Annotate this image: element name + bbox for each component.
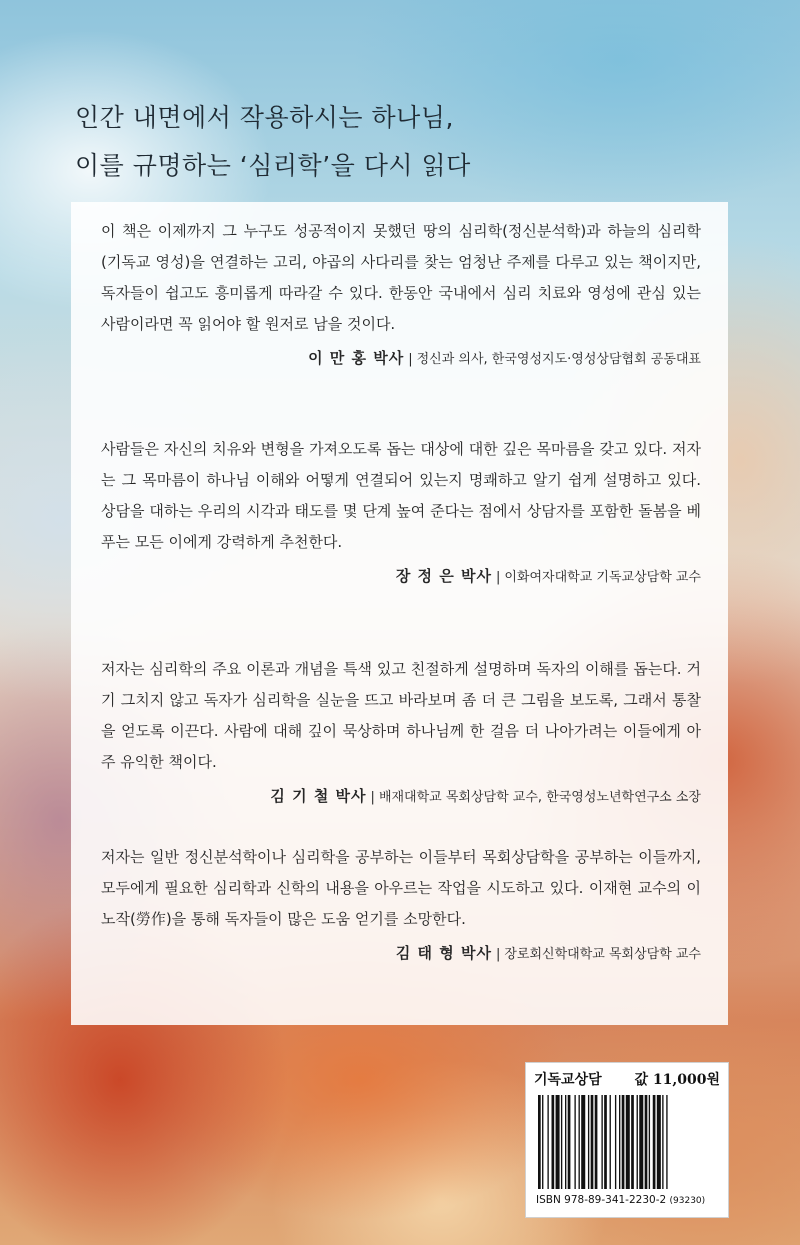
reviewer-name: 이 만 홍 박사 bbox=[308, 349, 405, 367]
barcode-bar bbox=[631, 1095, 634, 1189]
review-4 bbox=[101, 842, 701, 967]
category-label: 기독교상담 bbox=[534, 1072, 602, 1088]
review-2 bbox=[101, 434, 701, 590]
headline bbox=[75, 94, 735, 190]
isbn-addon: (93230) bbox=[669, 1196, 706, 1206]
review-1 bbox=[101, 216, 701, 372]
barcode-bar bbox=[604, 1095, 607, 1189]
barcode-bar bbox=[588, 1095, 589, 1189]
reviewer-affiliation: 배재대학교 목회상담학 교수, 한국영성노년학연구소 소장 bbox=[378, 790, 701, 805]
reviewer-affiliation: 장로회신학대학교 목회상담학 교수 bbox=[504, 947, 701, 962]
barcode-bar bbox=[591, 1095, 594, 1189]
isbn-line bbox=[536, 1194, 722, 1206]
barcode-label bbox=[525, 1062, 729, 1218]
barcode-bar bbox=[561, 1095, 562, 1189]
reviewer-name: 장 정 은 박사 bbox=[395, 567, 492, 585]
barcode-bar bbox=[556, 1095, 560, 1189]
barcode-bar bbox=[574, 1095, 575, 1189]
barcode-bar bbox=[615, 1095, 616, 1189]
barcode-bar bbox=[579, 1095, 580, 1189]
barcode-bars bbox=[536, 1095, 716, 1189]
headline-line-2: 이를 규명하는 ‘심리학’을 다시 읽다 bbox=[75, 151, 471, 180]
barcode-bar bbox=[666, 1095, 667, 1189]
barcode-bar bbox=[565, 1095, 566, 1189]
barcode-bar bbox=[626, 1095, 630, 1189]
barcode-bar bbox=[538, 1095, 541, 1189]
review-credit: 김 기 철 박사 | 배재대학교 목회상담학 교수, 한국영성노년학연구소 소장 bbox=[270, 787, 701, 805]
barcode-header bbox=[534, 1069, 720, 1089]
barcode-bar bbox=[595, 1095, 598, 1189]
review-text: 사람들은 자신의 치유와 변형을 가져오도록 돕는 대상에 대한 깊은 목마름을 갖고 있다. 저자는 그 목마름이 하나님 이해와 어떻게 연결되어 있는지 명쾌하고 알기 쉽게 설명하고 있다. 상담을 대하는 우리의 시각과 태도를 몇 단계 높여 준다는 점에서 상담자를 포함한 돌봄을 베푸는 모든 이에게 강력하게 추천한다. bbox=[101, 440, 701, 551]
barcode-bar bbox=[645, 1095, 648, 1189]
isbn-number: ISBN 978-89-341-2230-2 bbox=[536, 1194, 667, 1206]
barcode-bar bbox=[622, 1095, 625, 1189]
review-text: 저자는 심리학의 주요 이론과 개념을 특색 있고 친절하게 설명하며 독자의 이해를 돕는다. 거기 그치지 않고 독자가 심리학을 실눈을 뜨고 바라보며 좀 더 큰 그림을 보도록, 그래서 통찰을 얻도록 이끈다. 사람에 대해 깊이 묵상하며 하나님께 한 걸음 더 나아가려는 이들에게 아주 유익한 책이다. bbox=[101, 660, 701, 771]
reviewer-name: 김 태 형 박사 bbox=[395, 944, 492, 962]
review-3 bbox=[101, 654, 701, 810]
reviewer-affiliation: 이화여자대학교 기독교상담학 교수 bbox=[504, 570, 701, 585]
barcode-bar bbox=[639, 1095, 643, 1189]
endorsement-panel bbox=[71, 202, 728, 1025]
barcode-bar bbox=[662, 1095, 663, 1189]
barcode-bar bbox=[637, 1095, 638, 1189]
barcode-bar bbox=[649, 1095, 650, 1189]
barcode-bar bbox=[568, 1095, 571, 1189]
reviewer-name: 김 기 철 박사 bbox=[270, 787, 367, 805]
barcode-bar bbox=[547, 1095, 548, 1189]
reviewer-affiliation: 정신과 의사, 한국영성지도·영성상담협회 공동대표 bbox=[416, 352, 701, 367]
barcode-bar bbox=[657, 1095, 661, 1189]
barcode-bar bbox=[581, 1095, 585, 1189]
review-credit: 장 정 은 박사 | 이화여자대학교 기독교상담학 교수 bbox=[395, 567, 701, 585]
barcode-bar bbox=[552, 1095, 555, 1189]
review-credit: 김 태 형 박사 | 장로회신학대학교 목회상담학 교수 bbox=[395, 944, 701, 962]
barcode-bar bbox=[653, 1095, 656, 1189]
barcode-bar bbox=[619, 1095, 620, 1189]
barcode-bar bbox=[542, 1095, 543, 1189]
headline-line-1: 인간 내면에서 작용하시는 하나님, bbox=[75, 103, 454, 132]
review-text: 저자는 일반 정신분석학이나 심리학을 공부하는 이들부터 목회상담학을 공부하는 이들까지, 모두에게 필요한 심리학과 신학의 내용을 아우르는 작업을 시도하고 있다. 이재현 교수의 이 노작(勞作)을 통해 독자들이 많은 도움 얻기를 소망한다. bbox=[101, 848, 701, 928]
review-credit: 이 만 홍 박사 | 정신과 의사, 한국영성지도·영성상담협회 공동대표 bbox=[308, 349, 701, 367]
price-label: 값 11,000원 bbox=[634, 1072, 720, 1088]
review-text: 이 책은 이제까지 그 누구도 성공적이지 못했던 땅의 심리학(정신분석학)과 하늘의 심리학(기독교 영성)을 연결하는 고리, 야곱의 사다리를 찾는 엄청난 주제를 다루고 있는 책이지만, 독자들이 쉽고도 흥미롭게 따라갈 수 있다. 한동안 국내에서 심리 치료와 영성에 관심 있는 사람이라면 꼭 읽어야 할 원저로 남을 것이다. bbox=[101, 222, 701, 333]
barcode-bar bbox=[610, 1095, 611, 1189]
barcode-bar bbox=[601, 1095, 602, 1189]
